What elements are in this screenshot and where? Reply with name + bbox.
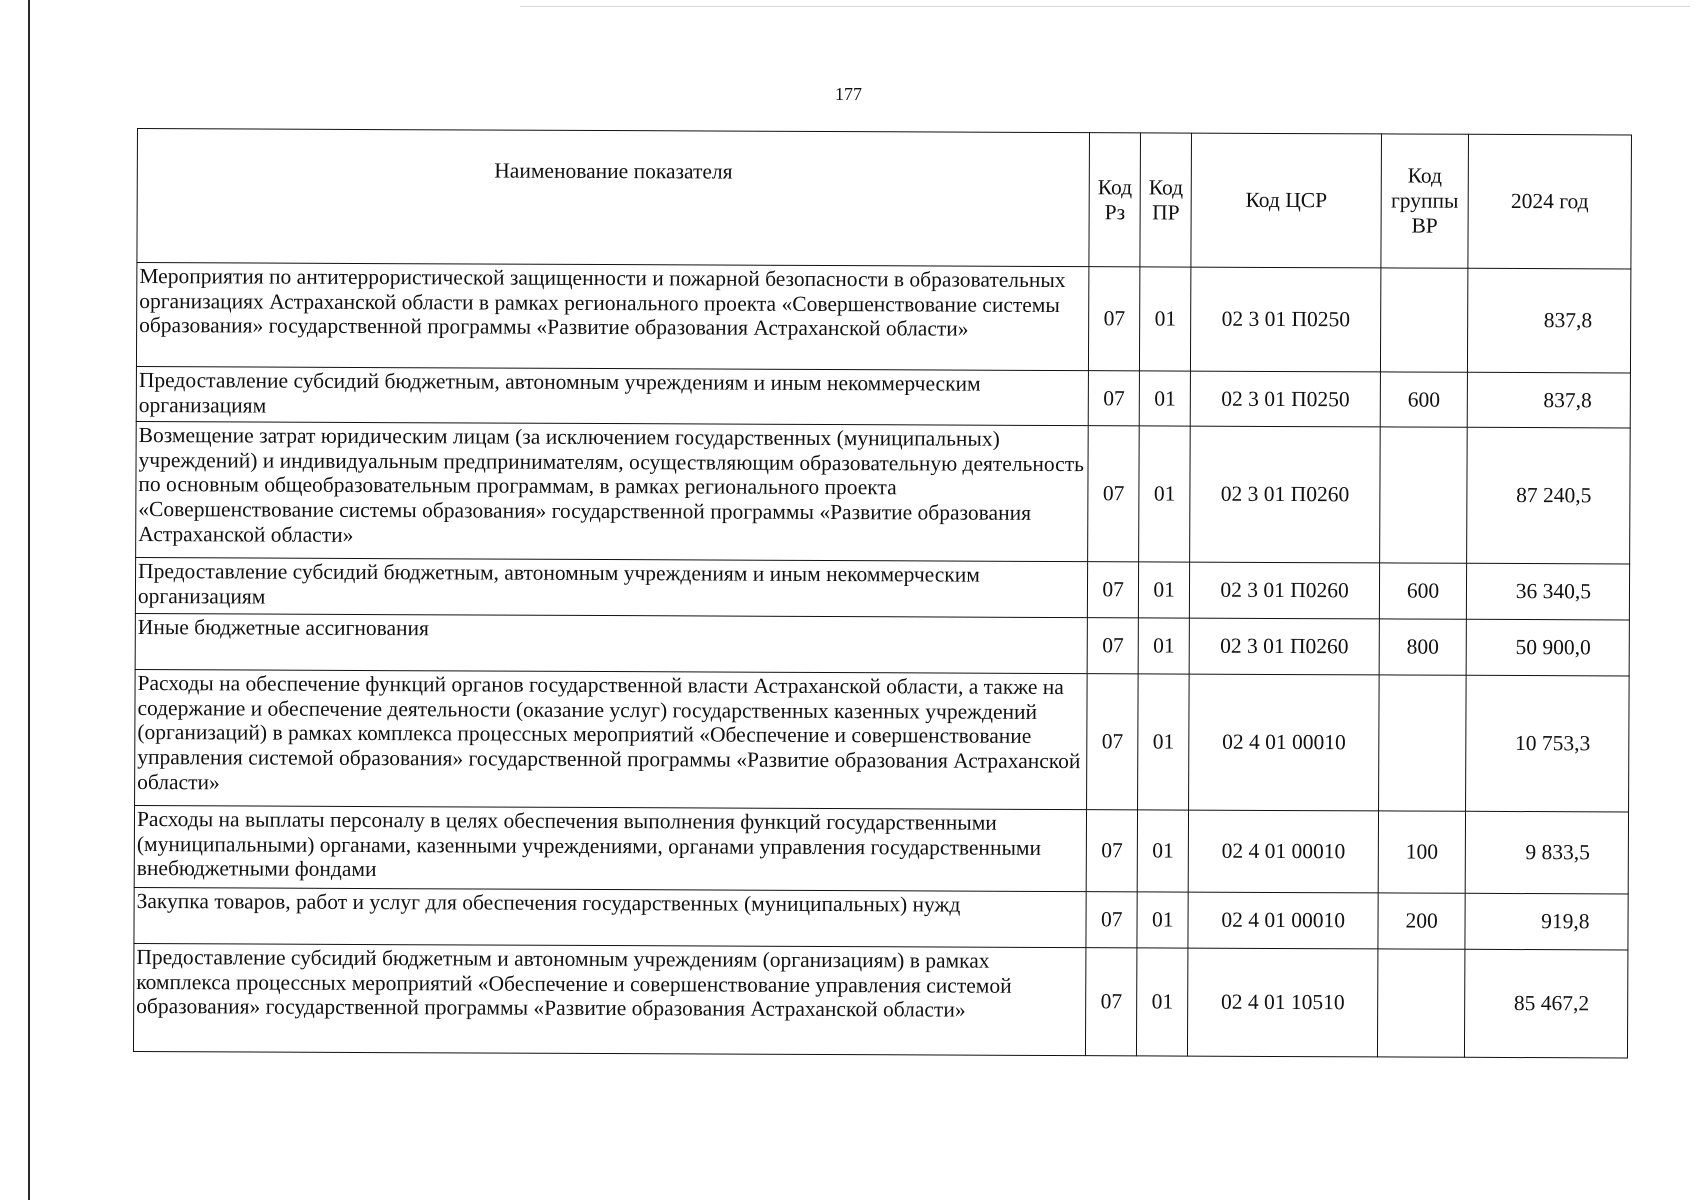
- row-rz: 07: [1088, 562, 1139, 618]
- row-rz: 07: [1088, 371, 1139, 426]
- row-csr: 02 4 01 00010: [1189, 674, 1379, 811]
- row-amount: 10 753,3: [1466, 675, 1630, 812]
- row-pr: 01: [1137, 810, 1188, 892]
- row-pr: 01: [1138, 618, 1189, 674]
- table-header: [137, 129, 1632, 270]
- row-name: Закупка товаров, работ и услуг для обеспечения государственных (муниципальных) нужд: [134, 887, 1086, 947]
- row-vr: [1381, 268, 1468, 372]
- row-vr: [1378, 949, 1465, 1057]
- row-rz: 07: [1086, 810, 1137, 892]
- row-csr: 02 3 01 П0260: [1190, 562, 1380, 619]
- header-rz: Код Рз: [1089, 133, 1141, 267]
- row-amount: 87 240,5: [1467, 427, 1631, 564]
- budget-table: [133, 128, 1632, 1059]
- table-row: [134, 887, 1628, 950]
- row-rz: 07: [1086, 948, 1137, 1056]
- row-pr: 01: [1139, 426, 1191, 562]
- row-csr: 02 3 01 П0250: [1191, 267, 1381, 372]
- row-rz: 07: [1088, 426, 1140, 562]
- table-row: [135, 557, 1629, 620]
- row-amount: 919,8: [1465, 893, 1628, 950]
- row-rz: 07: [1087, 618, 1138, 674]
- row-name: Расходы на обеспечение функций органов государственной власти Астраханской области, а также на содержание и обеспечение деятельности (оказание услуг) государственных казенных учреждений (организаций) в рамках комплекса процессных мероприятий «Обеспечение и совершенствование управления системой образования» государственной программы «Развитие образования Астраханской области»: [135, 669, 1088, 809]
- row-csr: 02 3 01 П0260: [1190, 426, 1380, 563]
- row-name: Расходы на выплаты персоналу в целях обеспечения выполнения функций государственными (муниципальными) органами, казенными учреждениями, органами управления государственными внебюджетными фондами: [134, 805, 1087, 891]
- row-vr: 100: [1378, 811, 1465, 893]
- header-row: [137, 129, 1632, 270]
- table-row: [136, 366, 1630, 428]
- header-pr: Код ПР: [1140, 133, 1192, 267]
- row-name: Предоставление субсидий бюджетным, автономным учреждениям и иным некоммерческим организациям: [136, 366, 1088, 425]
- header-csr: Код ЦСР: [1191, 133, 1381, 268]
- row-csr: 02 3 01 П0250: [1190, 371, 1380, 427]
- page-number: 177: [835, 84, 862, 104]
- scan-margin-line: [28, 0, 30, 1200]
- row-pr: 01: [1139, 371, 1190, 426]
- table-body: [133, 263, 1630, 1059]
- header-vr: Код группы ВР: [1381, 134, 1469, 268]
- table-row: [136, 421, 1631, 564]
- row-vr: 600: [1380, 372, 1467, 427]
- row-amount: 837,8: [1467, 372, 1630, 428]
- row-pr: 01: [1140, 267, 1191, 371]
- row-vr: [1380, 427, 1468, 563]
- row-csr: 02 3 01 П0260: [1189, 618, 1379, 675]
- table-row: [135, 613, 1629, 676]
- table-row: [133, 943, 1627, 1058]
- table-row: [134, 805, 1628, 894]
- row-amount: 50 900,0: [1466, 619, 1629, 676]
- row-amount: 9 833,5: [1465, 811, 1628, 894]
- row-name: Мероприятия по антитеррористической защищенности и пожарной безопасности в образовательных организациях Астраханской области в рамках регионального проекта «Совершенствование системы образования» государственной программы «Развитие образования Астраханской области»: [136, 263, 1089, 371]
- scan-top-line: [520, 6, 1690, 7]
- row-name: Предоставление субсидий бюджетным и автономным учреждениям (организациям) в рамках комплекса процессных мероприятий «Обеспечение и совершенствование управления системой образования» государственной программы «Развитие образования Астраханской области»: [133, 943, 1086, 1055]
- row-rz: 07: [1089, 267, 1140, 371]
- row-name: Предоставление субсидий бюджетным, автономным учреждениям и иным некоммерческим организациям: [135, 557, 1087, 617]
- row-pr: 01: [1137, 892, 1188, 948]
- row-pr: 01: [1138, 674, 1190, 810]
- row-vr: 600: [1379, 563, 1466, 619]
- row-csr: 02 4 01 00010: [1188, 810, 1378, 893]
- table-row: [136, 263, 1630, 374]
- header-name: Наименование показателя: [137, 129, 1090, 267]
- row-vr: 800: [1379, 619, 1466, 675]
- row-rz: 07: [1086, 892, 1137, 948]
- row-amount: 837,8: [1467, 268, 1630, 373]
- row-rz: 07: [1087, 674, 1139, 810]
- row-amount: 36 340,5: [1466, 563, 1629, 620]
- row-name: Возмещение затрат юридическим лицам (за исключением государственных (муниципальных) учреждений) и индивидуальным предпринимателям, осуществляющим образовательную деятельность по основным общеобразовательным программам, в рамках регионального проекта «Совершенствование системы образования» государственной программы «Развитие образования Астраханской области»: [136, 421, 1089, 561]
- row-csr: 02 4 01 00010: [1188, 892, 1378, 949]
- row-vr: 200: [1378, 893, 1465, 949]
- row-csr: 02 4 01 10510: [1188, 948, 1378, 1057]
- header-amount: 2024 год: [1468, 134, 1632, 269]
- row-pr: 01: [1139, 562, 1190, 618]
- row-vr: [1379, 675, 1467, 811]
- table-row: [135, 669, 1630, 812]
- row-pr: 01: [1137, 948, 1188, 1056]
- row-amount: 85 467,2: [1465, 949, 1628, 1058]
- row-name: Иные бюджетные ассигнования: [135, 613, 1087, 673]
